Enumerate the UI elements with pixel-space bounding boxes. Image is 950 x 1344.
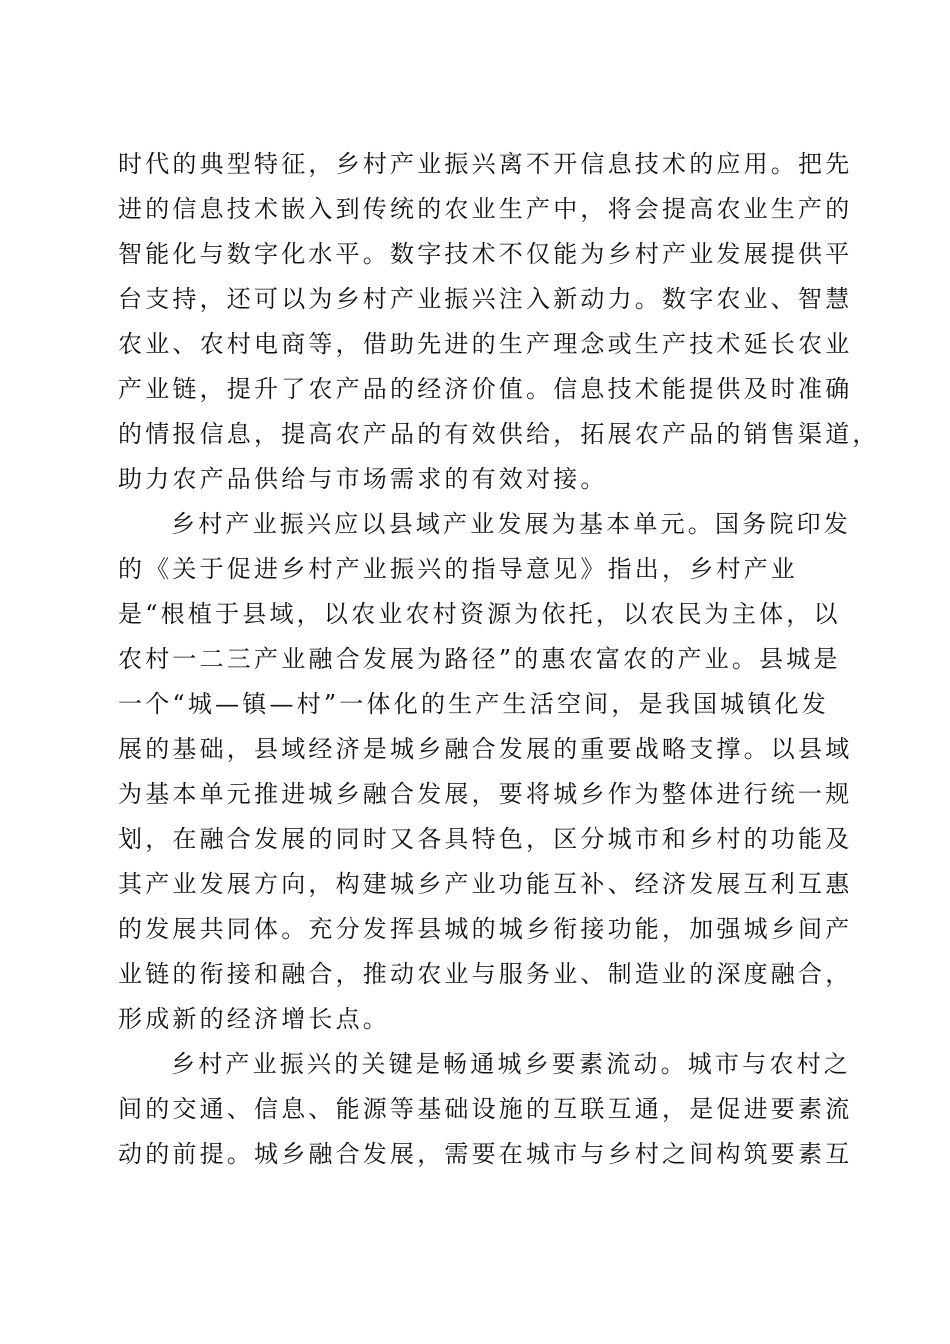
text-line: 乡村产业振兴的关键是畅通城乡要素流动。城市与农村之: [171, 1050, 851, 1078]
text-line: 是“根植于县域，以农业农村资源为依托，以农民为主体，以: [118, 600, 841, 628]
text-line: 乡村产业振兴应以县域产业发展为基本单元。国务院印发: [171, 510, 851, 538]
text-line: 为基本单元推进城乡融合发展，要将城乡作为整体进行统一规: [118, 780, 853, 808]
text-line: 形成新的经济增长点。: [118, 1005, 390, 1033]
text-line: 一个“城—镇—村”一体化的生产生活空间，是我国城镇化发: [118, 690, 829, 718]
paragraph: [118, 142, 880, 502]
text-line: 划，在融合发展的同时又各具特色，区分城市和乡村的功能及: [118, 825, 853, 853]
paragraph: [118, 1042, 853, 1177]
text-line: 业链的衔接和融合，推动农业与服务业、制造业的深度融合，: [118, 960, 853, 988]
text-line: 助力农产品供给与市场需求的有效对接。: [118, 465, 608, 493]
body-text: [118, 142, 880, 1177]
text-line: 的《关于促进乡村产业振兴的指导意见》指出，乡村产业: [118, 555, 798, 583]
text-line: 的发展共同体。充分发挥县城的城乡衔接功能，加强城乡间产: [118, 915, 853, 943]
text-line: 的情报信息，提高农产品的有效供给，拓展农产品的销售渠道，: [118, 420, 880, 448]
text-line: 动的前提。城乡融合发展，需要在城市与乡村之间构筑要素互: [118, 1140, 853, 1168]
text-line: 其产业发展方向，构建城乡产业功能互补、经济发展互利互惠: [118, 870, 853, 898]
paragraph: [118, 502, 853, 1042]
text-line: 台支持，还可以为乡村产业振兴注入新动力。数字农业、智慧: [118, 285, 853, 313]
text-line: 时代的典型特征，乡村产业振兴离不开信息技术的应用。把先: [118, 150, 853, 178]
text-line: 展的基础，县域经济是城乡融合发展的重要战略支撑。以县域: [118, 735, 853, 763]
text-line: 进的信息技术嵌入到传统的农业生产中，将会提高农业生产的: [118, 195, 853, 223]
text-line: 农业、农村电商等，借助先进的生产理念或生产技术延长农业: [118, 330, 853, 358]
text-line: 产业链，提升了农产品的经济价值。信息技术能提供及时准确: [118, 375, 853, 403]
text-line: 农村一二三产业融合发展为路径”的惠农富农的产业。县城是: [118, 645, 841, 673]
text-line: 智能化与数字化水平。数字技术不仅能为乡村产业发展提供平: [118, 240, 853, 268]
text-line: 间的交通、信息、能源等基础设施的互联互通，是促进要素流: [118, 1095, 853, 1123]
